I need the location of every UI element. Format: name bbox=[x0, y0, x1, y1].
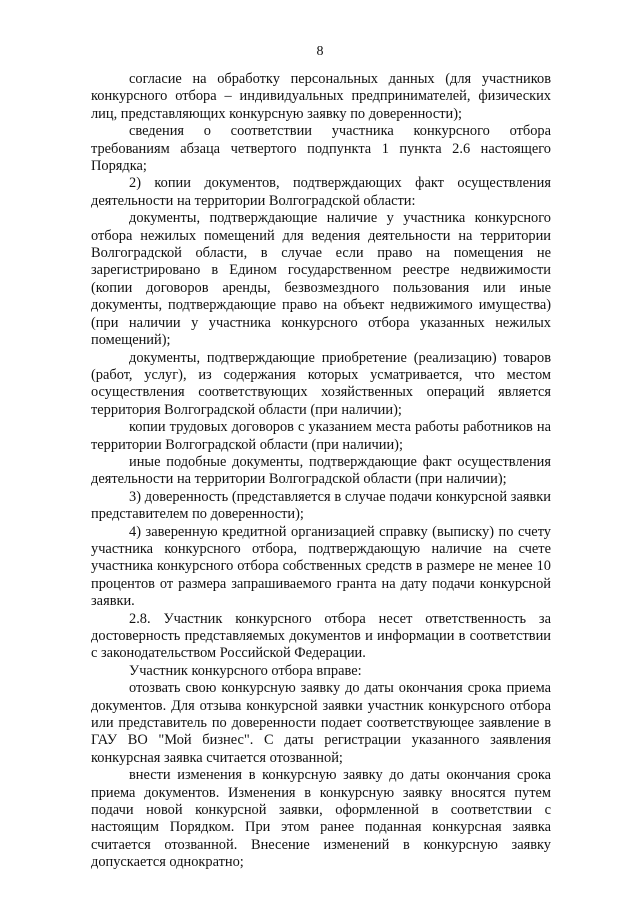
paragraph-bank-statement: 4) заверенную кредитной организацией справку (выписку) по счету участника конкурсного отбора, подтверждающую наличие на счете участника конкурсного отбора собственных средств в размере не менее 10 процентов от размера запрашиваемого гранта на дату подачи конкурсной заявки. bbox=[91, 523, 551, 610]
paragraph-purchase-documents: документы, подтверждающие приобретение (реализацию) товаров (работ, услуг), из содержания которых усматривается, что местом осуществления соответствующих хозяйственных операций является территория Волгоградской области (при наличии); bbox=[91, 349, 551, 418]
paragraph-other-documents: иные подобные документы, подтверждающие факт осуществления деятельности на территории Волгоградской области (при наличии); bbox=[91, 453, 551, 488]
paragraph-power-of-attorney: 3) доверенность (представляется в случае подачи конкурсной заявки представителем по доверенности); bbox=[91, 488, 551, 523]
paragraph-premises-documents: документы, подтверждающие наличие у участника конкурсного отбора нежилых помещений для ведения деятельности на территории Волгоградской области, в случае если право на помещения не зарегистрировано в Едином государственном реестре недвижимости (копии договоров аренды, безвозмездного пользования или иные документы, подтверждающие право на объект недвижимого имущества) (при наличии у участника конкурсного отбора указанных нежилых помещений); bbox=[91, 210, 551, 349]
page-number: 8 bbox=[316, 44, 324, 59]
paragraph-amend-application: внести изменения в конкурсную заявку до даты окончания срока приема документов. Изменения в конкурсную заявку вносятся путем подачи новой конкурсной заявки, оформленной в соответствии с настоящим Порядком. При этом ранее поданная конкурсная заявка считается отозванной. Внесение изменений в конкурсную заявку допускается однократно; bbox=[91, 767, 551, 871]
paragraph-responsibility: 2.8. Участник конкурсного отбора несет ответственность за достоверность представляемых документов и информации в соответствии с законодательством Российской Федерации. bbox=[91, 610, 551, 662]
document-body bbox=[91, 71, 551, 872]
paragraph-consent: согласие на обработку персональных данных (для участников конкурсного отбора – индивидуальных предпринимателей, физических лиц, представляющих конкурсную заявку по доверенности); bbox=[91, 71, 551, 122]
paragraph-participant-rights: Участник конкурсного отбора вправе: bbox=[129, 662, 362, 679]
paragraph-activity-documents: 2) копии документов, подтверждающих факт осуществления деятельности на территории Волгоградской области: bbox=[91, 175, 551, 209]
paragraph-labor-contracts: копии трудовых договоров с указанием места работы работников на территории Волгоградской области (при наличии); bbox=[91, 419, 551, 453]
paragraph-compliance-info: сведения о соответствии участника конкурсного отбора требованиям абзаца четвертого подпункта 1 пункта 2.6 настоящего Порядка; bbox=[91, 123, 551, 175]
paragraph-withdraw-application: отозвать свою конкурсную заявку до даты окончания срока приема документов. Для отзыва конкурсной заявки участник конкурсного отбора или представитель по доверенности подает соответствующее заявление в ГАУ ВО "Мой бизнес". С даты регистрации указанного заявления конкурсная заявка считается отозванной; bbox=[91, 680, 551, 766]
